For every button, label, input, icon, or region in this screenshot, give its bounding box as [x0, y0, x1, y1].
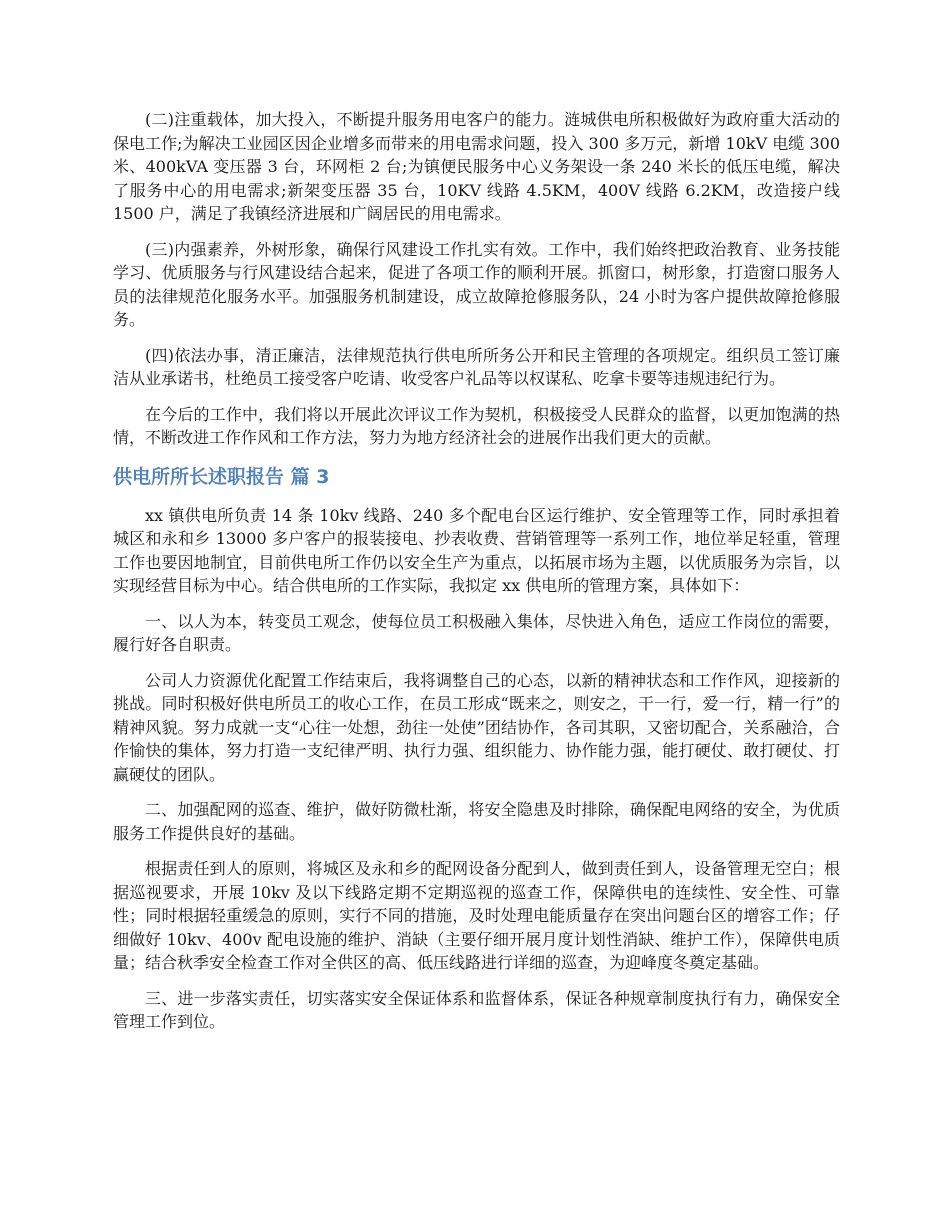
- paragraph-service-investment: (二)注重载体，加大投入，不断提升服务用电客户的能力。涟城供电所积极做好为政府重大活动的保电工作;为解决工业园区因企业增多而带来的用电需求问题，投入 300 多万元，新增 10kV 电缆 300 米、400kVA 变压器 3 台，环网柜 2 台;为镇便民服务中心义务架设一条 240 米长的低压电缆，解决了服务中心的用电需求;新架变压器 35 台，10KV 线路 4.5KM，400V 线路 6.2KM，改造接户线 1500 户，满足了我镇经济进展和广阔居民的用电需求。: [113, 110, 840, 223]
- section-heading: 供电所所长述职报告 篇 3: [113, 465, 330, 488]
- paragraph-future-work: 在今后的工作中，我们将以开展此次评议工作为契机，积极接受人民群众的监督，以更加饱满的热情，不断改进工作作风和工作方法，努力为地方经济社会的进展作出我们更大的贡献。: [113, 404, 840, 447]
- document-page: [113, 108, 840, 1046]
- paragraph-inspection: 根据责任到人的原则，将城区及永和乡的配网设备分配到人，做到责任到人，设备管理无空白；根据巡视要求，开展 10kv 及以下线路定期不定期巡视的巡查工作，保障供电的连续性、安全性、可靠性；同时根据轻重缓急的原则，实行不同的措施，及时处理电能质量存在突出问题台区的增容工作；仔细做好 10kv、400v 配电设施的维护、消缺（主要仔细开展月度计划性消缺、维护工作），保障供电质量；结合秋季安全检查工作对全供区的高、低压线路进行详细的巡查，为迎峰度冬奠定基础。: [113, 859, 840, 972]
- paragraph-integrity: (四)依法办事，清正廉洁，法律规范执行供电所所务公开和民主管理的各项规定。组织员工签订廉洁从业承诺书，杜绝员工接受客户吃请、收受客户礼品等以权谋私、吃拿卡要等违规违纪行为。: [113, 345, 840, 388]
- paragraph-point-one: 一、以人为本，转变员工观念，使每位员工积极融入集体，尽快进入角色，适应工作岗位的需要，履行好各自职责。: [113, 611, 840, 654]
- paragraph-conduct-building: (三)内强素养，外树形象，确保行风建设工作扎实有效。工作中，我们始终把政治教育、业务技能学习、优质服务与行风建设结合起来，促进了各项工作的顺利开展。抓窗口，树形象，打造窗口服务人员的法律规范化服务水平。加强服务机制建设，成立故障抢修服务队，24 小时为客户提供故障抢修服务。: [113, 239, 840, 329]
- paragraph-point-three: 三、进一步落实责任，切实落实安全保证体系和监督体系，保证各种规章制度执行有力，确保安全管理工作到位。: [113, 988, 840, 1031]
- paragraph-team-building: 公司人力资源优化配置工作结束后，我将调整自己的心态，以新的精神状态和工作作风，迎接新的挑战。同时积极好供电所员工的收心工作，在员工形成“既来之，则安之，干一行，爱一行，精一行”的精神风貌。努力成就一支“心往一处想，劲往一处使”团结协作，各司其职，又密切配合，关系融洽，合作愉快的集体，努力打造一支纪律严明、执行力强、组织能力、协作能力强，能打硬仗、敢打硬仗、打赢硬仗的团队。: [113, 670, 840, 784]
- paragraph-point-two: 二、加强配网的巡查、维护，做好防微杜渐，将安全隐患及时排除，确保配电网络的安全，为优质服务工作提供良好的基础。: [113, 800, 840, 843]
- paragraph-overview: xx 镇供电所负责 14 条 10kv 线路、240 多个配电台区运行维护、安全管理等工作，同时承担着城区和永和乡 13000 多户客户的报装接电、抄表收费、营销管理等一系列工作，地位举足轻重，管理工作也要因地制宜，目前供电所工作仍以安全生产为重点，以拓展市场为主题，以优质服务为宗旨，以实现经营目标为中心。结合供电所的工作实际，我拟定 xx 供电所的管理方案，具体如下：: [113, 505, 840, 595]
